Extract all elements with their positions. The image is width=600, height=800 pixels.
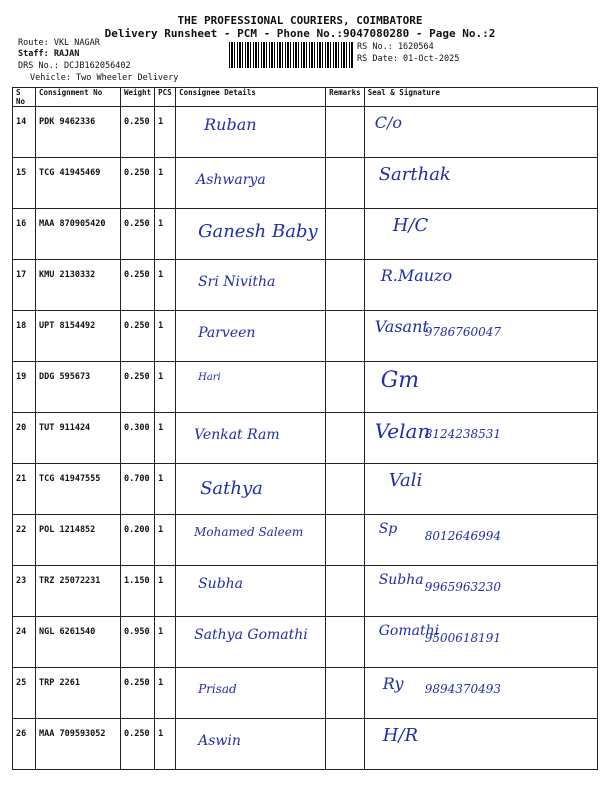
drs-label: DRS No.: DCJB162056402 [18,61,131,71]
row-consignee [176,260,326,311]
row-serial: 22 [13,515,36,566]
row-pcs: 1 [155,566,176,617]
table-row [13,668,598,719]
sheet-title: THE PROFESSIONAL COURIERS, COIMBATORE [177,14,423,27]
seal-phone: 9894370493 [424,682,502,696]
table-row [13,362,598,413]
row-serial: 18 [13,311,36,362]
row-pcs: 1 [155,464,176,515]
row-weight: 0.250 [121,719,155,770]
row-weight: 0.250 [121,158,155,209]
sheet-subtitle: Delivery Runsheet - PCM - Phone No.:9047080280 - Page No.:2 [104,27,496,40]
seal-phone: 8124238531 [424,427,502,441]
row-seal [364,158,597,209]
row-remarks [326,515,365,566]
seal-signature: R.Mauzo [380,266,453,285]
runsheet-table [12,87,598,770]
seal-signature: Gm [380,368,420,393]
seal-phone: 8012646994 [424,529,502,543]
row-consignee [176,158,326,209]
row-pcs: 1 [155,413,176,464]
seal-signature: H/C [392,215,429,236]
row-seal [364,617,597,668]
row-weight: 0.250 [121,107,155,158]
row-consignee [176,617,326,668]
row-pcs: 1 [155,362,176,413]
consignee-signature: Hari [198,372,221,383]
row-weight: 0.250 [121,260,155,311]
seal-signature: Ry [382,674,404,693]
vehicle-label: Vehicle: Two Wheeler Delivery [30,73,179,83]
seal-signature: Subha [378,572,424,588]
row-remarks [326,311,365,362]
seal-signature: H/R [382,725,419,746]
row-weight: 0.200 [121,515,155,566]
row-consignee [176,107,326,158]
row-serial: 25 [13,668,36,719]
row-seal [364,719,597,770]
consignee-signature: Sathya [200,478,263,499]
row-remarks [326,107,365,158]
row-remarks [326,158,365,209]
consignee-signature: Ganesh Baby [198,221,318,242]
row-remarks [326,617,365,668]
seal-signature: Vasant [374,317,429,336]
barcode [229,42,353,68]
row-seal [364,668,597,719]
row-seal [364,566,597,617]
consignee-signature: Venkat Ram [194,427,280,443]
row-seal [364,413,597,464]
row-seal [364,464,597,515]
row-serial: 16 [13,209,36,260]
table-row [13,617,598,668]
row-serial: 14 [13,107,36,158]
table-row [13,107,598,158]
row-consignment-no: DDG 595673 [36,362,121,413]
table-row [13,515,598,566]
row-seal [364,107,597,158]
column-header: Consignment No [36,88,121,107]
consignee-signature: Ashwarya [196,172,266,188]
row-pcs: 1 [155,311,176,362]
table-row [13,719,598,770]
row-pcs: 1 [155,107,176,158]
staff-label: Staff: RAJAN [18,49,80,59]
row-consignment-no: TRP 2261 [36,668,121,719]
row-pcs: 1 [155,515,176,566]
table-row [13,413,598,464]
row-serial: 20 [13,413,36,464]
seal-signature: Sp [378,521,398,537]
row-seal [364,260,597,311]
row-weight: 0.250 [121,362,155,413]
row-serial: 19 [13,362,36,413]
consignee-signature: Ruban [204,115,257,134]
row-consignment-no: TCG 41945469 [36,158,121,209]
row-pcs: 1 [155,260,176,311]
row-consignee [176,464,326,515]
row-remarks [326,362,365,413]
seal-phone: 9786760047 [424,325,502,339]
consignee-signature: Sathya Gomathi [194,627,308,643]
column-header: S No [13,88,36,107]
seal-signature: Sarthak [378,164,451,185]
row-consignment-no: POL 1214852 [36,515,121,566]
row-consignee [176,566,326,617]
rs-date: RS Date: 01-Oct-2025 [357,54,460,64]
column-header: Weight [121,88,155,107]
table-row [13,260,598,311]
row-seal [364,311,597,362]
row-consignee [176,515,326,566]
row-consignee [176,311,326,362]
row-remarks [326,566,365,617]
row-serial: 15 [13,158,36,209]
column-header: Seal & Signature [364,88,597,107]
row-weight: 0.300 [121,413,155,464]
column-header: Remarks [326,88,365,107]
row-pcs: 1 [155,719,176,770]
consignee-signature: Mohamed Saleem [194,525,304,539]
seal-signature: Vali [388,470,423,491]
row-consignment-no: MAA 870905420 [36,209,121,260]
column-header: Consignee Details [176,88,326,107]
consignee-signature: Parveen [198,325,256,341]
row-serial: 24 [13,617,36,668]
route-label: Route: VKL NAGAR [18,38,100,48]
table-row [13,464,598,515]
row-consignment-no: TCG 41947555 [36,464,121,515]
table-row [13,311,598,362]
seal-phone: 9965963230 [424,580,502,594]
row-remarks [326,464,365,515]
row-weight: 0.250 [121,668,155,719]
row-serial: 26 [13,719,36,770]
row-consignment-no: TUT 911424 [36,413,121,464]
row-consignment-no: PDK 9462336 [36,107,121,158]
row-consignee [176,209,326,260]
table-body [13,107,598,770]
row-seal [364,515,597,566]
row-consignee [176,362,326,413]
row-weight: 0.250 [121,311,155,362]
row-seal [364,209,597,260]
row-serial: 23 [13,566,36,617]
row-remarks [326,668,365,719]
table-header-row [13,88,598,107]
row-weight: 1.150 [121,566,155,617]
consignee-signature: Aswin [198,733,241,749]
row-pcs: 1 [155,617,176,668]
row-remarks [326,260,365,311]
row-consignee [176,668,326,719]
seal-signature: C/o [374,113,402,132]
seal-signature: Gomathi [378,623,440,639]
row-serial: 21 [13,464,36,515]
row-remarks [326,719,365,770]
row-weight: 0.700 [121,464,155,515]
rs-number: RS No.: 1620564 [357,42,434,52]
row-weight: 0.250 [121,209,155,260]
consignee-signature: Sri Nivitha [198,274,276,290]
row-pcs: 1 [155,668,176,719]
row-consignment-no: TRZ 25072231 [36,566,121,617]
row-consignment-no: KMU 2130332 [36,260,121,311]
row-consignment-no: UPT 8154492 [36,311,121,362]
row-pcs: 1 [155,158,176,209]
row-consignee [176,719,326,770]
row-seal [364,362,597,413]
consignee-signature: Prisad [198,682,237,696]
consignee-signature: Subha [198,576,244,592]
row-consignment-no: NGL 6261540 [36,617,121,668]
row-weight: 0.950 [121,617,155,668]
table-row [13,209,598,260]
table-row [13,158,598,209]
column-header: PCS [155,88,176,107]
row-consignee [176,413,326,464]
seal-phone: 9500618191 [424,631,502,645]
row-consignment-no: MAA 709593052 [36,719,121,770]
seal-signature: Velan [374,419,431,443]
row-remarks [326,209,365,260]
table-row [13,566,598,617]
row-pcs: 1 [155,209,176,260]
row-remarks [326,413,365,464]
row-serial: 17 [13,260,36,311]
